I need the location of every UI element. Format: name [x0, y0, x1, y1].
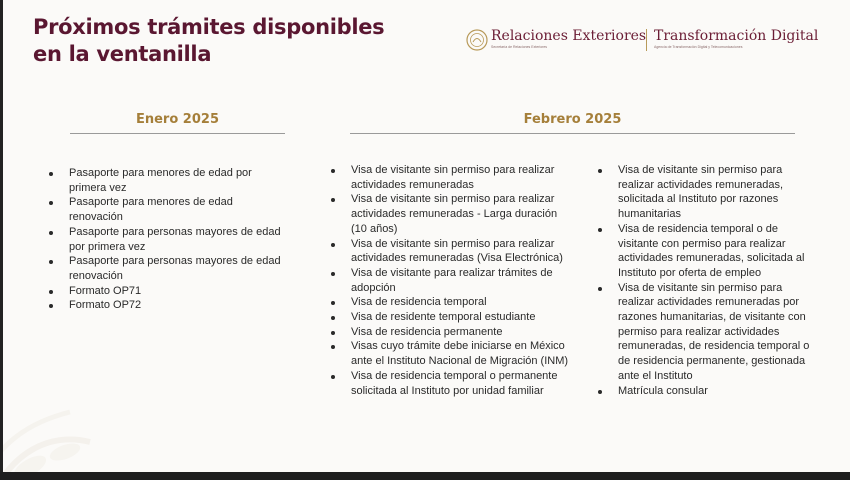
list-item: Visa de visitante sin permiso para realizar actividades remuneradas - Larga duración (10 años) [331, 192, 571, 236]
list-item: Visa de residencia temporal o permanente solicitada al Instituto por unidad familiar [331, 369, 571, 398]
enero-heading: Enero 2025 [135, 112, 219, 127]
left-edge-border [0, 0, 3, 472]
febrero-list-column-1 [331, 163, 571, 398]
list-item: Visa de visitante sin permiso para realizar actividades remuneradas [331, 163, 571, 192]
list-item: Pasaporte para personas mayores de edad renovación [49, 254, 289, 283]
list-item: Visa de visitante sin permiso para realizar actividades remuneradas, solicitada al Instituto por razones humanitarias [598, 163, 816, 222]
list-item: Visa de visitante para realizar trámites de adopción [331, 266, 571, 295]
febrero-divider [350, 133, 795, 134]
list-item: Formato OP72 [49, 298, 289, 313]
list-item: Visa de residente temporal estudiante [331, 310, 571, 325]
enero-list [49, 166, 289, 313]
decorative-leaf-pattern [0, 372, 120, 472]
enero-divider [70, 133, 285, 134]
transformacion-digital-subtitle: Agencia de Transformación Digital y Telecomunicaciones [654, 45, 743, 49]
relaciones-exteriores-logo: Relaciones Exteriores [491, 28, 647, 44]
list-item: Matrícula consular [598, 384, 816, 399]
list-item: Formato OP71 [49, 284, 289, 299]
page-title: Próximos trámites disponibles en la ventanilla [33, 15, 385, 66]
institution-logos [466, 28, 826, 56]
bottom-band [0, 472, 850, 480]
list-item: Pasaporte para menores de edad por primera vez [49, 166, 289, 195]
national-seal-icon [466, 29, 488, 51]
list-item: Pasaporte para menores de edad renovación [49, 195, 289, 224]
logo-divider [646, 29, 647, 51]
relaciones-exteriores-subtitle: Secretaría de Relaciones Exteriores [491, 45, 548, 49]
febrero-list-column-2 [598, 163, 816, 398]
list-item: Pasaporte para personas mayores de edad por primera vez [49, 225, 289, 254]
list-item: Visa de visitante sin permiso para realizar actividades remuneradas por razones humanitarias, de visitante con permiso para realizar actividades remuneradas, de residencia temporal o de residencia permanente, gestionada ante el Instituto [598, 281, 816, 384]
febrero-heading: Febrero 2025 [523, 112, 622, 127]
transformacion-digital-logo: Transformación Digital [654, 28, 819, 44]
list-item: Visa de residencia permanente [331, 325, 571, 340]
list-item: Visa de residencia temporal [331, 295, 571, 310]
list-item: Visa de visitante sin permiso para realizar actividades remuneradas (Visa Electrónica) [331, 237, 571, 266]
list-item: Visas cuyo trámite debe iniciarse en México ante el Instituto Nacional de Migración (INM) [331, 339, 571, 368]
list-item: Visa de residencia temporal o de visitante con permiso para realizar actividades remuneradas, solicitada al Instituto por oferta de empleo [598, 222, 816, 281]
